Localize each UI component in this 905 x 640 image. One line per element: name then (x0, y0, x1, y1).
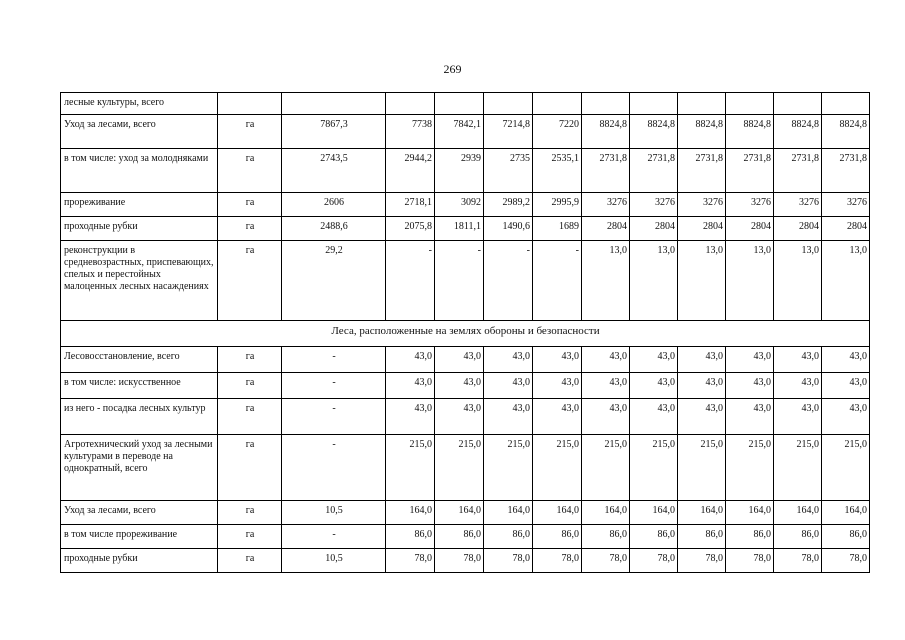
cell-value: 43,0 (386, 399, 435, 435)
cell-value: 2731,8 (678, 149, 726, 193)
table-row (61, 149, 870, 193)
cell-value: 215,0 (582, 435, 630, 501)
cell-value: 164,0 (484, 501, 533, 525)
row-label: Уход за лесами, всего (61, 115, 218, 149)
cell-value: 7214,8 (484, 115, 533, 149)
cell-value: 164,0 (630, 501, 678, 525)
cell-value: 7738 (386, 115, 435, 149)
cell-value: 2944,2 (386, 149, 435, 193)
cell-value: 2804 (822, 217, 870, 241)
cell-value: 2731,8 (726, 149, 774, 193)
cell-value: 7842,1 (435, 115, 484, 149)
cell-value: 86,0 (678, 525, 726, 549)
cell-value: 78,0 (435, 549, 484, 573)
table-row (61, 435, 870, 501)
cell-value: 2075,8 (386, 217, 435, 241)
cell-value: 164,0 (822, 501, 870, 525)
table-row (61, 193, 870, 217)
cell-value: 2488,6 (282, 217, 386, 241)
cell-value: 78,0 (822, 549, 870, 573)
cell-value: 1490,6 (484, 217, 533, 241)
row-label: проходные рубки (61, 217, 218, 241)
cell-value: 164,0 (386, 501, 435, 525)
cell-value: 3276 (822, 193, 870, 217)
cell-value: 78,0 (484, 549, 533, 573)
cell-value: 7867,3 (282, 115, 386, 149)
cell-value: - (435, 241, 484, 321)
data-table (60, 92, 870, 573)
row-label: Агротехнический уход за лесными культурами в переводе на однократный, всего (61, 435, 218, 501)
row-unit: га (218, 435, 282, 501)
cell-value: 43,0 (582, 373, 630, 399)
row-unit: га (218, 549, 282, 573)
table-row (61, 549, 870, 573)
cell-value: 86,0 (630, 525, 678, 549)
cell-value: 2804 (774, 217, 822, 241)
cell-value (678, 93, 726, 115)
row-unit (218, 93, 282, 115)
cell-value: 43,0 (582, 347, 630, 373)
cell-value: 43,0 (630, 399, 678, 435)
row-label: в том числе: искусственное (61, 373, 218, 399)
row-unit: га (218, 241, 282, 321)
cell-value: 2731,8 (630, 149, 678, 193)
cell-value (726, 93, 774, 115)
cell-value: - (282, 399, 386, 435)
cell-value: 3276 (678, 193, 726, 217)
cell-value: - (282, 347, 386, 373)
cell-value: 2804 (726, 217, 774, 241)
cell-value: 2804 (630, 217, 678, 241)
cell-value: 43,0 (726, 399, 774, 435)
row-unit: га (218, 347, 282, 373)
cell-value: 43,0 (822, 373, 870, 399)
row-unit: га (218, 193, 282, 217)
cell-value: 215,0 (630, 435, 678, 501)
cell-value: 43,0 (386, 347, 435, 373)
cell-value: - (484, 241, 533, 321)
cell-value: 78,0 (386, 549, 435, 573)
cell-value: 43,0 (774, 373, 822, 399)
cell-value: 3276 (630, 193, 678, 217)
cell-value (282, 93, 386, 115)
cell-value: 2939 (435, 149, 484, 193)
row-unit: га (218, 373, 282, 399)
cell-value (822, 93, 870, 115)
cell-value: 2731,8 (582, 149, 630, 193)
cell-value: 2606 (282, 193, 386, 217)
cell-value: 13,0 (774, 241, 822, 321)
cell-value: 78,0 (533, 549, 582, 573)
cell-value: 8824,8 (822, 115, 870, 149)
row-label: Уход за лесами, всего (61, 501, 218, 525)
cell-value: - (282, 525, 386, 549)
cell-value: 215,0 (533, 435, 582, 501)
cell-value: 3092 (435, 193, 484, 217)
cell-value: 13,0 (678, 241, 726, 321)
cell-value: 8824,8 (726, 115, 774, 149)
cell-value: 215,0 (435, 435, 484, 501)
cell-value (630, 93, 678, 115)
cell-value: 8824,8 (630, 115, 678, 149)
cell-value: 164,0 (774, 501, 822, 525)
cell-value (435, 93, 484, 115)
table-row (61, 525, 870, 549)
table-row (61, 399, 870, 435)
cell-value: 13,0 (630, 241, 678, 321)
cell-value: 215,0 (726, 435, 774, 501)
cell-value: 43,0 (435, 373, 484, 399)
cell-value: 78,0 (678, 549, 726, 573)
cell-value: 86,0 (774, 525, 822, 549)
cell-value: 7220 (533, 115, 582, 149)
cell-value: - (282, 373, 386, 399)
cell-value: 43,0 (435, 347, 484, 373)
cell-value: 43,0 (822, 399, 870, 435)
cell-value: 164,0 (582, 501, 630, 525)
cell-value: 43,0 (484, 373, 533, 399)
cell-value: 2731,8 (822, 149, 870, 193)
cell-value: 43,0 (774, 399, 822, 435)
cell-value: 86,0 (484, 525, 533, 549)
row-unit: га (218, 217, 282, 241)
section-row (61, 321, 870, 347)
cell-value (774, 93, 822, 115)
cell-value: 215,0 (774, 435, 822, 501)
row-label: реконструкции в средневозрастных, приспевающих, спелых и перестойных малоценных лесных насаждениях (61, 241, 218, 321)
cell-value: 29,2 (282, 241, 386, 321)
row-unit: га (218, 525, 282, 549)
row-label: лесные культуры, всего (61, 93, 218, 115)
cell-value: 43,0 (822, 347, 870, 373)
cell-value: 2731,8 (774, 149, 822, 193)
cell-value: - (386, 241, 435, 321)
cell-value: 215,0 (386, 435, 435, 501)
cell-value (386, 93, 435, 115)
cell-value: 10,5 (282, 501, 386, 525)
page-number: 269 (443, 62, 462, 76)
cell-value: 43,0 (630, 373, 678, 399)
cell-value: 86,0 (726, 525, 774, 549)
cell-value: 43,0 (533, 373, 582, 399)
cell-value: 43,0 (678, 347, 726, 373)
table-row (61, 373, 870, 399)
row-unit: га (218, 115, 282, 149)
cell-value: 1811,1 (435, 217, 484, 241)
row-unit: га (218, 149, 282, 193)
cell-value: 164,0 (726, 501, 774, 525)
cell-value: 215,0 (484, 435, 533, 501)
table-row (61, 115, 870, 149)
cell-value: 215,0 (678, 435, 726, 501)
cell-value: 3276 (774, 193, 822, 217)
cell-value: 43,0 (533, 347, 582, 373)
cell-value: 2804 (582, 217, 630, 241)
cell-value: 43,0 (726, 347, 774, 373)
cell-value: 43,0 (678, 373, 726, 399)
row-label: проходные рубки (61, 549, 218, 573)
cell-value: - (282, 435, 386, 501)
cell-value: - (533, 241, 582, 321)
cell-value (533, 93, 582, 115)
cell-value: 2995,9 (533, 193, 582, 217)
table-row (61, 241, 870, 321)
cell-value (582, 93, 630, 115)
cell-value: 43,0 (774, 347, 822, 373)
cell-value: 8824,8 (774, 115, 822, 149)
cell-value: 86,0 (822, 525, 870, 549)
row-label: из него - посадка лесных культур (61, 399, 218, 435)
cell-value: 78,0 (582, 549, 630, 573)
cell-value: 13,0 (822, 241, 870, 321)
table-row (61, 347, 870, 373)
cell-value: 43,0 (726, 373, 774, 399)
table-row (61, 501, 870, 525)
table-row (61, 217, 870, 241)
cell-value: 2804 (678, 217, 726, 241)
cell-value: 164,0 (533, 501, 582, 525)
cell-value: 1689 (533, 217, 582, 241)
row-label: в том числе прореживание (61, 525, 218, 549)
cell-value: 8824,8 (582, 115, 630, 149)
cell-value: 43,0 (533, 399, 582, 435)
cell-value: 43,0 (484, 347, 533, 373)
cell-value: 164,0 (678, 501, 726, 525)
cell-value: 13,0 (726, 241, 774, 321)
cell-value: 2735 (484, 149, 533, 193)
cell-value: 43,0 (484, 399, 533, 435)
cell-value: 3276 (726, 193, 774, 217)
cell-value: 3276 (582, 193, 630, 217)
row-unit: га (218, 399, 282, 435)
cell-value: 78,0 (774, 549, 822, 573)
cell-value: 2989,2 (484, 193, 533, 217)
cell-value: 43,0 (582, 399, 630, 435)
cell-value: 2535,1 (533, 149, 582, 193)
cell-value: 164,0 (435, 501, 484, 525)
cell-value: 86,0 (533, 525, 582, 549)
cell-value: 13,0 (582, 241, 630, 321)
cell-value: 2743,5 (282, 149, 386, 193)
table-row (61, 93, 870, 115)
row-label: в том числе: уход за молодняками (61, 149, 218, 193)
cell-value: 43,0 (435, 399, 484, 435)
row-label: прореживание (61, 193, 218, 217)
cell-value: 78,0 (630, 549, 678, 573)
row-unit: га (218, 501, 282, 525)
cell-value: 43,0 (678, 399, 726, 435)
cell-value: 2718,1 (386, 193, 435, 217)
cell-value: 78,0 (726, 549, 774, 573)
cell-value: 86,0 (582, 525, 630, 549)
row-label: Лесовосстановление, всего (61, 347, 218, 373)
cell-value: 43,0 (630, 347, 678, 373)
cell-value: 86,0 (386, 525, 435, 549)
section-title: Леса, расположенные на землях обороны и безопасности (61, 321, 870, 347)
cell-value: 43,0 (386, 373, 435, 399)
cell-value: 215,0 (822, 435, 870, 501)
cell-value: 86,0 (435, 525, 484, 549)
cell-value: 8824,8 (678, 115, 726, 149)
cell-value (484, 93, 533, 115)
cell-value: 10,5 (282, 549, 386, 573)
